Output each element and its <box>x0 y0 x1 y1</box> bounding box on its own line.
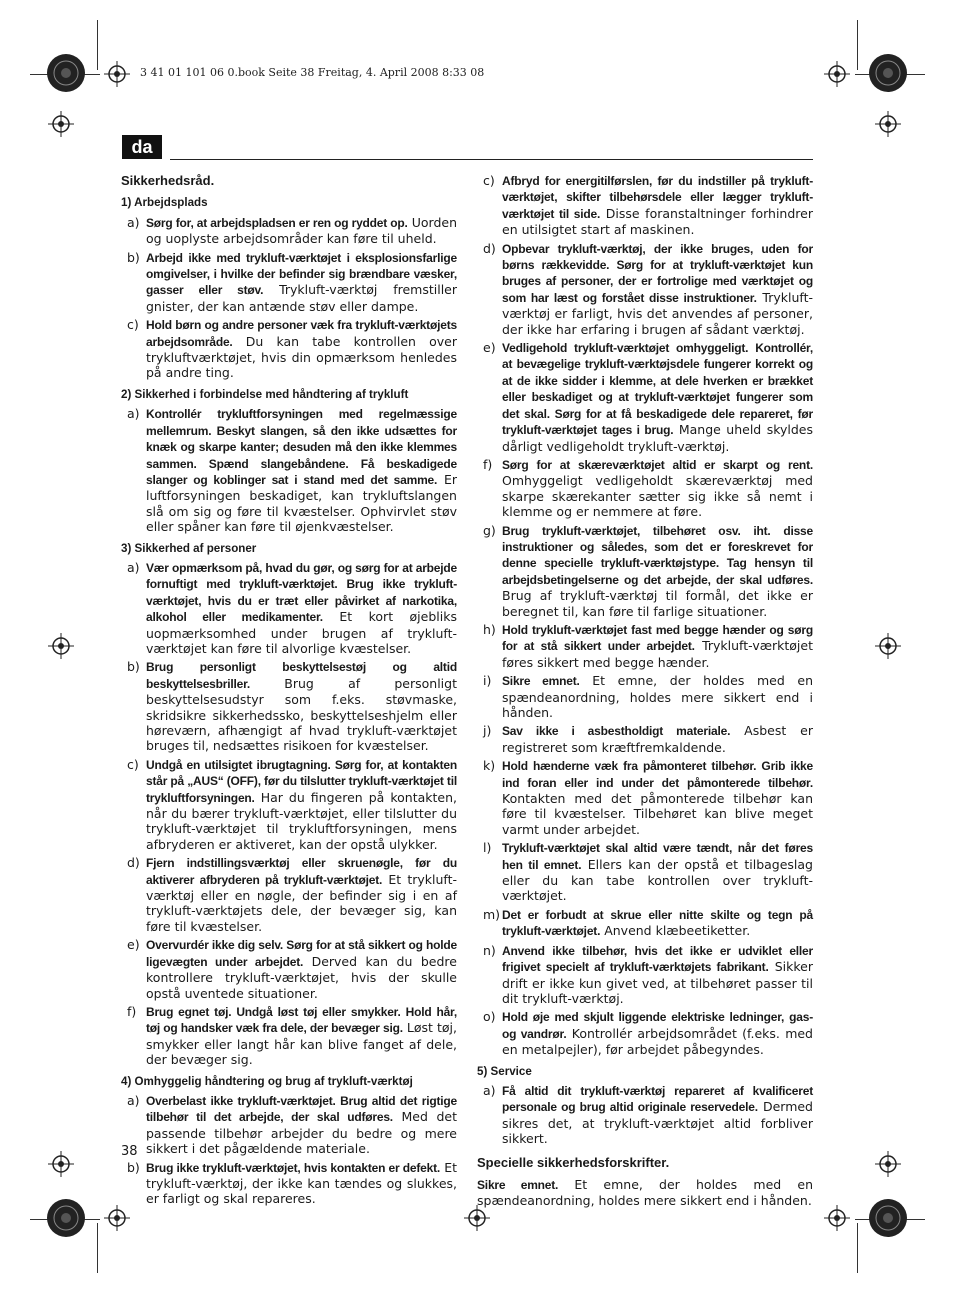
item-bold-text: Det er forbudt at skrue eller nitte skilte og tegn på trykluft-værktøjet. <box>502 907 813 939</box>
item-body-text: Anvend klæbeetiketter. <box>600 923 751 939</box>
item-bold-text: Sikre emnet. <box>502 674 580 689</box>
list-item <box>121 406 457 534</box>
color-wheel-mark <box>46 1198 86 1238</box>
item-label: d) <box>127 855 140 871</box>
page-title: Sikkerhedsråd. <box>121 173 215 188</box>
item-body-text: Ellers kan der opstå et tilbageslag eller du kan tabe kontrollen over trykluft-værktøjet. <box>502 856 813 904</box>
service-heading: 5) Service <box>477 1064 532 1078</box>
crop-mark <box>857 1223 858 1273</box>
item-body-text: Asbest er registreret som kræftfremkaldende. <box>502 723 813 755</box>
item-bold-text: Sørg for, at arbejdspladsen er ren og ryddet op. <box>146 215 408 230</box>
item-text <box>146 1093 457 1157</box>
list-item <box>121 757 457 852</box>
item-body-text: Brug af personligt beskyttelsesudstyr som f.eks. støvmaske, skridsikre sikkerhedssko, beskyttelseshjelm eller høreværn, afhængigt af hvad trykluft-værktøjet bruges til, nedsættes risikoen for kvæstelser. <box>146 675 457 754</box>
list-item <box>121 659 457 753</box>
item-bold-text: Vær opmærksom på, hvad du gør, og sørg for at arbejde fornuftigt med trykluft-værktøjet. Brug ikke trykluft-værktøjet, hvis du er træt eller påvirket af narkotika, alkohol eller medikamenter. <box>146 560 457 625</box>
item-text <box>146 317 457 381</box>
item-body-text: Brug af trykluft-værktøj til formål, det ikke er beregnet til, kan føre til farlige situationer. <box>502 588 813 619</box>
item-bold-text: Hold trykluft-værktøjet fast med begge hænder og sørg for at stå sikkert under arbejdet. <box>502 622 813 654</box>
registration-mark-icon <box>464 1205 490 1231</box>
section-items <box>121 1093 457 1207</box>
list-item <box>121 215 457 247</box>
item-text <box>502 340 813 454</box>
item-text <box>502 723 813 755</box>
list-item <box>477 523 813 619</box>
special-title: Specielle sikkerhedsforskrifter. <box>477 1154 670 1170</box>
registration-mark-icon <box>48 1151 74 1177</box>
list-item <box>477 1083 813 1147</box>
item-text <box>502 840 813 904</box>
list-item <box>121 937 457 1001</box>
item-label: b) <box>127 659 140 675</box>
item-body-text: Omhyggeligt vedligeholdt skæreværktøj med skarpe skærekanter sætter sig ikke så nemt i klemme og er nemmere at føre. <box>502 473 813 520</box>
list-item <box>121 560 457 656</box>
item-label: e) <box>483 340 496 356</box>
item-body-text: Disse foranstaltninger forhindrer en utilsigtet start af maskinen. <box>502 205 813 238</box>
item-text <box>146 250 457 315</box>
item-body-text: Mange uheld skyldes dårligt vedligeholdt trykluft-værktøj. <box>502 422 814 454</box>
color-wheel-mark <box>46 53 86 93</box>
header-rule <box>170 159 813 160</box>
item-text <box>502 523 813 619</box>
item-text <box>502 758 813 837</box>
item-label: h) <box>483 621 496 637</box>
item-text <box>502 622 813 670</box>
item-bold-text: Hold øje med skjult liggende elektriske ledninger, gas- og vandrør. <box>502 1010 813 1041</box>
item-text <box>502 241 813 337</box>
item-text <box>146 406 457 534</box>
item-label: j) <box>483 723 492 739</box>
registration-mark-icon <box>875 633 901 659</box>
list-item <box>477 457 813 520</box>
crop-mark <box>97 20 98 70</box>
registration-mark-icon <box>104 61 130 87</box>
list-item <box>477 173 813 238</box>
item-label: a) <box>127 214 140 230</box>
item-bold-text: Overbelast ikke trykluft-værktøjet. Brug altid det rigtige tilbehør til det arbejde, der skal udføres. <box>146 1093 457 1125</box>
list-item <box>477 241 813 337</box>
book-info-header: 3 41 01 101 06 0.book Seite 38 Freitag, 4. April 2008 8:33 08 <box>140 66 485 79</box>
item-bold-text: Kontrollér trykluftforsyningen med regelmæssige mellemrum. Beskyt slangen, så den ikke udsættes for knæk og skarpe kanter; desuden må den ikke klemmes sammen. Spænd slangebåndene. Få beskadigede slanger og koblinger sat i stand med det samme. <box>146 407 457 487</box>
section-items <box>121 406 457 534</box>
item-label: b) <box>127 249 140 265</box>
item-body-text: Et emne, der holdes med en spændeanordning, holdes mere sikkert end i hånden. <box>502 673 814 720</box>
item-bold-text: Vedligehold trykluft-værktøjet omhyggeligt. Kontrollér, at bevægelige trykluft-værktøjsdele fungerer korrekt og at de ikke sidder i klemme, at dele hverken er brækket eller beskadiget og at trykluft-værktøjet fungerer som det skal. Sørg for at få beskadigede dele repareret, før trykluft-værktøjet tages i brug. <box>502 341 813 438</box>
item-bold-text: Brug personligt beskyttelsestøj og altid beskyttelsesbriller. <box>146 660 457 691</box>
section-heading: 2) Sikkerhed i forbindelse med håndtering af trykluft <box>121 387 409 401</box>
item-text <box>502 673 813 720</box>
item-bold-text: Brug trykluft-værktøjet, tilbehøret osv. iht. disse instruktioner og således, som det er foreskrevet for denne specielle trykluft-værktøjstype. Tag hensyn til arbejdsbetingelserne og det arbejde, der skal udføres. <box>502 523 813 587</box>
list-item <box>477 840 813 904</box>
item-bold-text: Opbevar trykluft-værktøj, der ikke bruges, uden for børns rækkevidde. Sørg for at trykluft-værktøjet kun bruges af personer, der er fortrolige med værktøjet og som har læst og forstået disse instruktioner. <box>502 241 813 305</box>
list-item <box>477 340 813 454</box>
section-items <box>121 215 457 381</box>
item-label: m) <box>483 906 501 922</box>
item-bold-text: Fjern indstillingsværktøj eller skruenøgle, før du aktiverer afbryderen på trykluft-værktøjet. <box>146 856 457 887</box>
list-item <box>477 943 813 1007</box>
item-body-text: Kontrollér arbejdsområdet (f.eks. med en metalpejler), før arbejdet påbegyndes. <box>502 1025 813 1058</box>
section-heading: 3) Sikkerhed af personer <box>121 541 257 555</box>
item-label: d) <box>483 240 496 256</box>
item-label: a) <box>127 406 140 422</box>
item-text <box>146 855 457 934</box>
right-items <box>477 173 813 1058</box>
registration-mark-icon <box>48 633 74 659</box>
item-bold-text: Brug egnet tøj. Undgå løst tøj eller smykker. Hold hår, tøj og handsker væk fra dele, der bevæger sig. <box>146 1004 457 1036</box>
item-body-text: Trykluft-værktøjet føres sikkert med begge hænder. <box>502 638 813 670</box>
item-bold-text: Få altid dit trykluft-værktøj repareret af kvalificeret personale og brug altid originale reservedele. <box>502 1083 813 1115</box>
page-number: 38 <box>121 1144 138 1159</box>
item-body-text: Et trykluft-værktøj, der ikke kan tændes og slukkes, er farligt og skal repareres. <box>146 1159 457 1207</box>
item-label: n) <box>483 942 496 958</box>
section-heading: 4) Omhyggelig håndtering og brug af trykluft-værktøj <box>121 1074 413 1088</box>
registration-mark-icon <box>875 111 901 137</box>
list-item <box>121 855 457 934</box>
item-bold-text: Undgå en utilsigtet ibrugtagning. Sørg for, at kontakten står på „AUS“ (OFF), før du tilslutter trykluft-værktøjet til trykluftforsyningen. <box>146 757 457 805</box>
item-body-text: Et kort øjebliks uopmærksomhed under brugen af trykluft-værktøjet kan føre til alvorlige kvæstelser. <box>146 609 457 656</box>
item-body-text: Du kan tabe kontrollen over trykluftværktøjet, hvis din opmærksom henledes på andre ting. <box>146 333 457 381</box>
item-bold-text: Overvurdér ikke dig selv. Sørg for at stå sikkert og holde ligevægten under arbejdet. <box>146 938 457 969</box>
item-text <box>146 560 457 656</box>
section-items <box>121 560 457 1068</box>
item-text <box>146 215 457 247</box>
item-bold-text: Brug ikke trykluft-værktøjet, hvis kontakten er defekt. <box>146 1160 441 1175</box>
item-label: i) <box>483 673 492 689</box>
item-body-text: Sikker drift er ikke kun givet ved, at tilbehøret passer til dit trykluft-værktøj. <box>502 959 813 1006</box>
item-label: a) <box>127 559 140 575</box>
item-label: g) <box>483 522 496 538</box>
item-bold-text: Trykluft-værktøjet skal altid være tændt, når det føres hen til emnet. <box>502 841 813 872</box>
section-heading: 1) Arbejdsplads <box>121 196 208 210</box>
item-bold-text: Anvend ikke tilbehør, hvis det ikke er udviklet eller frigivet specielt af trykluft-værktøjets fabrikant. <box>502 943 813 975</box>
list-item <box>121 1093 457 1157</box>
item-bold-text: Sav ikke i asbestholdigt materiale. <box>502 724 731 739</box>
item-body-text: Et trykluft-værktøj eller en nøgle, der befinder sig i en af trykluft-værktøjets dele, der bevæger sig, kan føre til kvæstelser. <box>146 871 457 934</box>
special-bold: Sikre emnet. <box>477 1177 559 1192</box>
item-body-text: Derved kan du bedre kontrollere trykluft-værktøjet, hvis der skulle opstå uventede situationer. <box>146 953 457 1001</box>
left-column <box>121 173 457 1210</box>
item-text <box>502 1009 813 1057</box>
language-badge: da <box>122 135 162 159</box>
item-body-text: Har du fingeren på kontakten, når du bærer trykluft-værktøjet, eller tilslutter du trykluft-værktøjet til trykluftforsyningen, mens afbryderen er aktiveret, kan der opstå ulykker. <box>146 789 457 852</box>
registration-mark-icon <box>824 1205 850 1231</box>
item-text <box>502 907 813 940</box>
list-item <box>477 622 813 670</box>
item-body-text: Er luftforsyningen beskadiget, kan trykluftslangen slå om sig og føre til kvæstelser. Ophvirvlet støv eller spåner kan føre til øjenkvæstelser. <box>146 471 457 535</box>
item-body-text: Kontakten med det påmonterede tilbehør kan føre til kvæstelser. Tilbehøret kan blive meget varmt under arbejdet. <box>502 791 813 837</box>
item-label: f) <box>483 456 493 472</box>
item-body-text: Trykluft-værktøj er farligt, hvis det anvendes af personer, der ikke har erfaring i brugen af sådant værktøj. <box>502 289 813 337</box>
item-body-text: Uorden og uoplyste arbejdsområder kan føre til uheld. <box>146 214 457 247</box>
item-label: o) <box>483 1009 496 1025</box>
item-text <box>146 659 457 753</box>
item-label: f) <box>127 1003 137 1019</box>
list-item <box>477 758 813 837</box>
item-text <box>146 1004 457 1068</box>
item-text <box>502 173 813 238</box>
color-wheel-mark <box>868 53 908 93</box>
item-text <box>502 1083 813 1147</box>
item-label: c) <box>483 173 495 188</box>
list-item <box>121 1160 457 1207</box>
item-label: e) <box>127 937 140 953</box>
item-bold-text: Hold børn og andre personer væk fra trykluft-værktøjets arbejdsområde. <box>146 318 457 349</box>
registration-mark-icon <box>875 1151 901 1177</box>
list-item <box>121 1004 457 1068</box>
crop-mark <box>97 1223 98 1273</box>
item-label: k) <box>483 758 496 774</box>
special-paragraph <box>477 1177 813 1209</box>
service-items <box>477 1083 813 1147</box>
item-label: a) <box>127 1092 140 1108</box>
list-item <box>121 250 457 315</box>
list-item <box>477 673 813 720</box>
color-wheel-mark <box>868 1198 908 1238</box>
item-body-text: Med det passende tilbehør arbejder du bedre og mere sikkert i det pågældende materiale. <box>146 1109 457 1157</box>
registration-mark-icon <box>48 111 74 137</box>
special-text: Et emne, der holdes med en spændeanordning, holdes mere sikkert end i hånden. <box>477 1176 814 1209</box>
item-label: c) <box>127 756 139 772</box>
right-column <box>477 173 813 1209</box>
item-text <box>502 457 813 520</box>
item-body-text: Trykluft-værktøj fremstiller gnister, der kan antænde støv eller dampe. <box>146 282 457 314</box>
item-text <box>146 1160 457 1207</box>
item-bold-text: Sørg for at skæreværktøjet altid er skarpt og rent. <box>502 457 813 472</box>
list-item <box>121 317 457 381</box>
item-bold-text: Arbejd ikke med trykluft-værktøjet i eksplosionsfarlige omgivelser, i hvilke der befinder sig brændbare væsker, gasser eller støv. <box>146 250 457 298</box>
item-bold-text: Hold hænderne væk fra påmonteret tilbehør. Grib ikke ind foran eller ind under det påmonterede tilbehør. <box>502 759 813 790</box>
item-body-text: Løst tøj, smykker eller langt hår kan blive fanget af dele, der bevæger sig. <box>146 1020 458 1068</box>
item-label: b) <box>127 1159 140 1175</box>
registration-mark-icon <box>824 61 850 87</box>
list-item <box>477 907 813 940</box>
item-text <box>146 937 457 1001</box>
item-label: l) <box>483 840 492 856</box>
item-label: c) <box>127 317 139 333</box>
item-text <box>146 757 457 852</box>
list-item <box>477 723 813 755</box>
item-label: a) <box>483 1082 496 1098</box>
item-body-text: Dermed sikres det, at trykluft-værktøjet altid forbliver sikkert. <box>502 1099 813 1147</box>
item-text <box>502 943 813 1007</box>
item-bold-text: Afbryd for energitilførslen, før du indstiller på trykluft-værktøjet, skifter tilbehørsdele eller lægger trykluft-værktøjet til side. <box>502 174 813 221</box>
list-item <box>477 1009 813 1057</box>
left-sections <box>121 195 457 1206</box>
crop-mark <box>857 20 858 70</box>
